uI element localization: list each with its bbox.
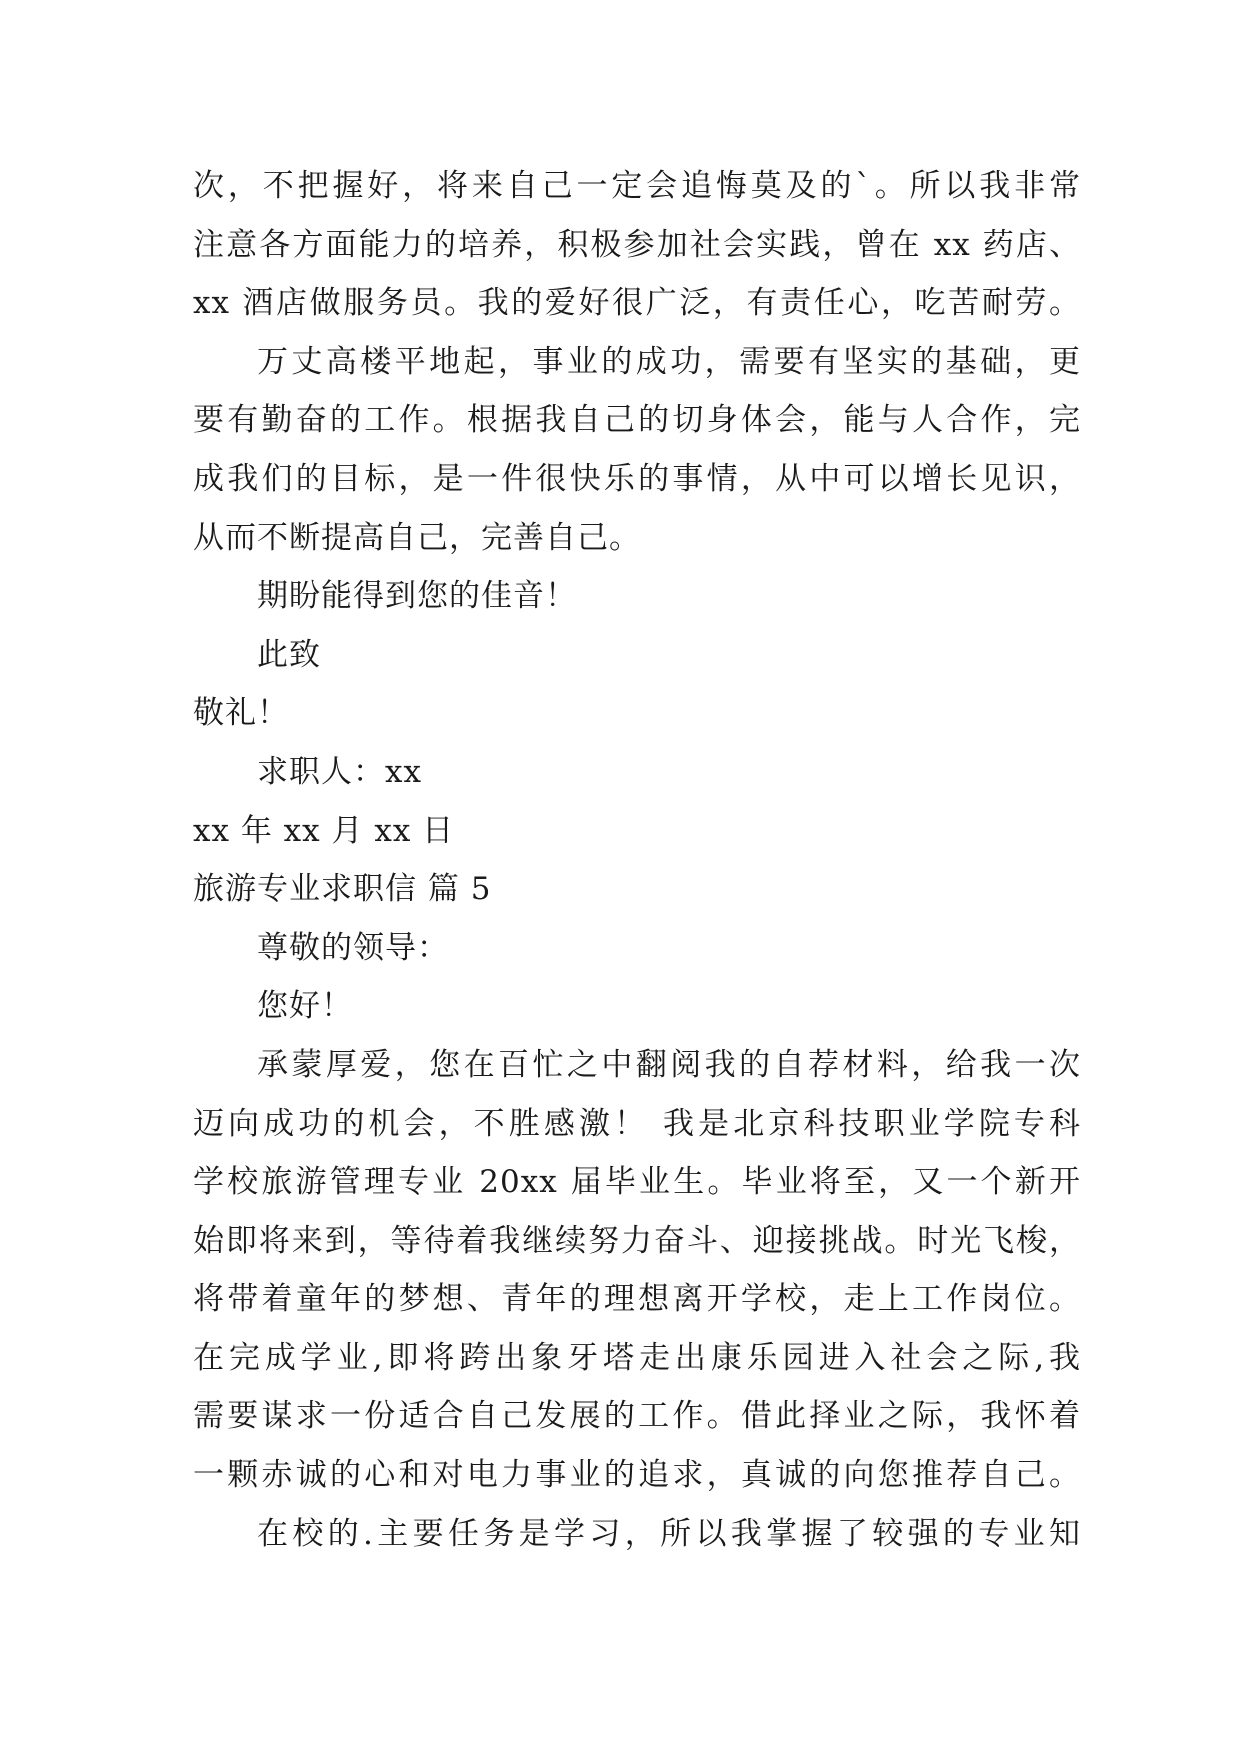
document-line: 将带着童年的梦想、青年的理想离开学校，走上工作岗位。: [193, 1281, 1081, 1318]
document-line: xx 酒店做服务员。我的爱好很广泛，有责任心，吃苦耐劳。: [193, 285, 1081, 322]
document-line: 一颗赤诚的心和对电力事业的追求，真诚的向您推荐自己。: [193, 1457, 1081, 1494]
section-title: 旅游专业求职信 篇 5: [193, 871, 492, 908]
paragraph-start-line: 万丈高楼平地起，事业的成功，需要有坚实的基础，更: [257, 343, 1081, 380]
document-line: 迈向成功的机会，不胜感激！ 我是北京科技职业学院专科: [193, 1105, 1081, 1142]
document-line: 在完成学业,即将跨出象牙塔走出康乐园进入社会之际,我: [193, 1339, 1081, 1376]
document-line: 始即将来到，等待着我继续努力奋斗、迎接挑战。时光飞梭，: [193, 1222, 1081, 1259]
paragraph-start-line: 承蒙厚爱，您在百忙之中翻阅我的自荐材料，给我一次: [257, 1046, 1081, 1083]
letter-greeting: 尊敬的领导：: [257, 929, 449, 966]
closing-regards: 敬礼！: [193, 695, 289, 732]
document-line: 次，不把握好，将来自己一定会追悔莫及的`。所以我非常: [193, 168, 1081, 204]
closing-wish: 期盼能得到您的佳音！: [257, 578, 577, 615]
document-line: 需要谋求一份适合自己发展的工作。借此择业之际，我怀着: [193, 1398, 1081, 1435]
closing-salutation: 此致: [257, 636, 321, 673]
document-line: 学校旅游管理专业 20xx 届毕业生。毕业将至，又一个新开: [193, 1164, 1081, 1201]
document-line: 成我们的目标，是一件很快乐的事情，从中可以增长见识，: [193, 460, 1081, 497]
document-line: 从而不断提高自己，完善自己。: [193, 519, 641, 556]
letter-date: xx 年 xx 月 xx 日: [193, 812, 455, 849]
letter-hello: 您好！: [257, 988, 353, 1025]
document-line: 注意各方面能力的培养，积极参加社会实践，曾在 xx 药店、: [193, 226, 1081, 263]
document-body: [193, 157, 1081, 1563]
applicant-signature: 求职人：xx: [257, 753, 422, 790]
document-line: 要有勤奋的工作。根据我自己的切身体会，能与人合作，完: [193, 402, 1081, 439]
paragraph-start-line: 在校的.主要任务是学习，所以我掌握了较强的专业知: [257, 1515, 1081, 1552]
